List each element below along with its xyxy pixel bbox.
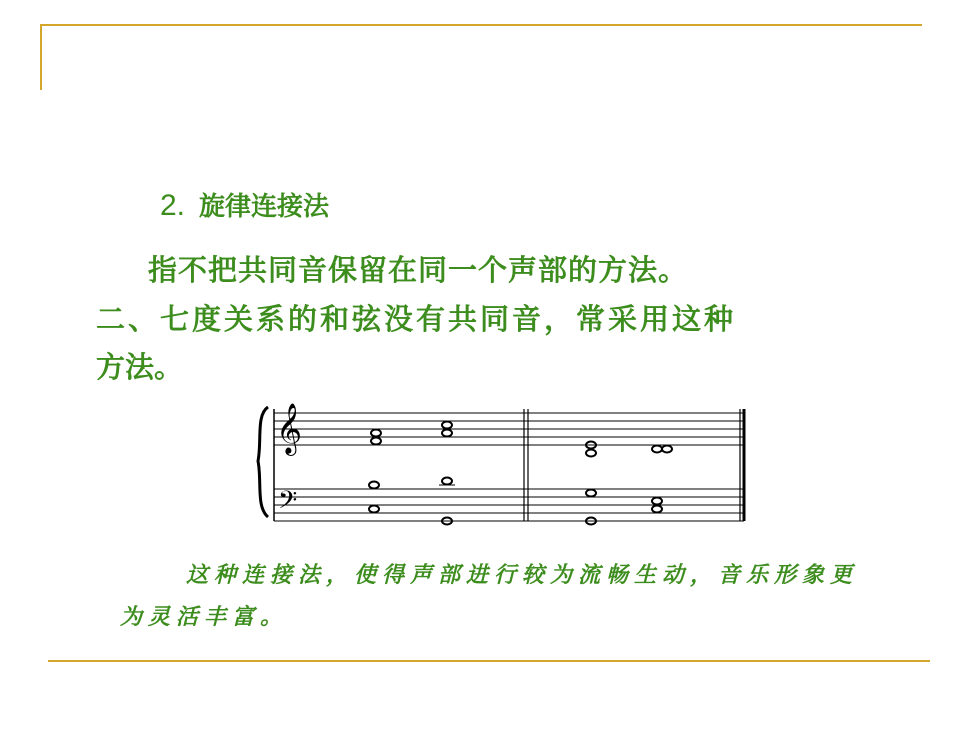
treble-staff <box>274 413 744 445</box>
note-line-2: 方法。 <box>96 350 184 384</box>
chord-treble-3 <box>586 442 596 457</box>
top-rule <box>40 24 922 26</box>
chord-bass-2 <box>439 478 455 525</box>
note-line-1: 二、七度关系的和弦没有共同音，常采用这种 <box>96 302 737 336</box>
section-number: 2. <box>160 189 186 222</box>
chord-treble-4 <box>652 446 672 453</box>
grand-staff-brace <box>258 407 268 517</box>
bass-clef-icon: 𝄢 <box>278 486 298 521</box>
treble-clef-icon: 𝄞 <box>276 403 303 454</box>
music-example <box>254 395 750 527</box>
left-rule <box>40 24 42 90</box>
section-title: 旋律连接法 <box>199 192 330 222</box>
description-line-2: 为灵活丰富。 <box>120 605 289 630</box>
description-line-1: 这种连接法，使得声部进行较为流畅生动，音乐形象更 <box>186 563 859 588</box>
bass-staff <box>274 489 744 521</box>
section-heading <box>160 186 329 223</box>
bottom-rule <box>48 660 930 662</box>
chord-bass-3 <box>586 490 596 525</box>
definition-text: 指不把共同音保留在同一个声部的方法。 <box>148 253 689 287</box>
